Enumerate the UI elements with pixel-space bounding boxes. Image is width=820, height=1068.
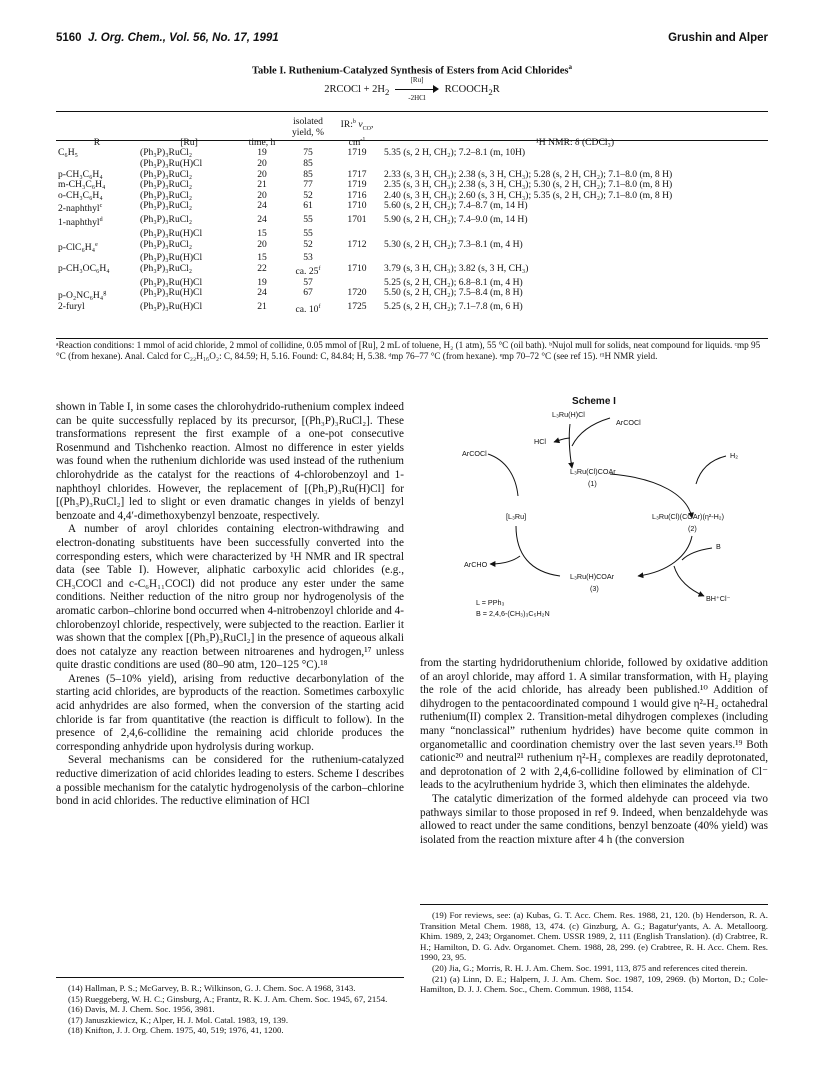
cell-nmr: [382, 148, 768, 159]
cell-ru: [138, 201, 240, 215]
cell-nmr-text: 5.30 (s, 2 H, CH₂); 7.3–8.1 (m, 4 H): [384, 238, 523, 250]
cell-ru: [138, 264, 240, 278]
cell-nmr-text: 2.40 (s, 3 H, CH₃); 2.60 (s, 3 H, CH₃); 5.35 (s, 2 H, CH₂); 7.1–8.0 (m, 8 H): [384, 189, 673, 201]
left-references: [56, 977, 404, 1036]
table-row: [56, 215, 768, 229]
cell-yield-text: 53: [303, 252, 313, 264]
cell-r-text: o-CH₃C₆H₄: [58, 189, 103, 201]
cell-yield-text: ca. 25: [295, 266, 319, 278]
cell-ir: [332, 302, 382, 316]
cell-time-text: 20: [257, 158, 267, 170]
col-header-yield: isolated yield, %: [292, 116, 324, 138]
cell-ru: [138, 240, 240, 254]
arrow-top-to-1: [569, 424, 572, 468]
scheme-figure: [420, 396, 768, 646]
cell-yield-text: 85: [303, 158, 313, 170]
cell-r: [56, 229, 138, 240]
arrow-hcl-out: [554, 438, 570, 442]
table-title-footnote: a: [568, 63, 572, 71]
table-row: [56, 240, 768, 254]
cell-time-text: 20: [257, 168, 267, 180]
cell-ir-text: 1710: [347, 262, 367, 274]
cell-ru-text: (Ph₃P)₃Ru(H)Cl: [140, 301, 203, 313]
cell-yield: [284, 288, 332, 302]
cell-r-footnote: d: [99, 217, 103, 224]
cell-r-text: p-O₂NC₆H₄: [58, 290, 104, 302]
cell-yield: [284, 215, 332, 229]
arrow-bhcl-out: [674, 566, 704, 596]
cell-ir-text: 1701: [347, 214, 367, 226]
reference: (14) Hallman, P. S.; McGarvey, B. R.; Wilkinson, G. J. Chem. Soc. A 1968, 3143.: [68, 983, 356, 993]
reaction-arrow: [395, 75, 439, 102]
cell-ru-text: (Ph₃P)₃RuCl₂: [140, 214, 193, 226]
table-row: [56, 302, 768, 316]
cell-nmr-text: 2.33 (s, 3 H, CH₃); 2.38 (s, 3 H, CH₃); 5.28 (s, 2 H, CH₂); 7.1–8.0 (m, 8 H): [384, 168, 673, 180]
table-rule-bottom: [56, 338, 768, 339]
cell-yield-text: 57: [303, 276, 313, 288]
cell-ir-text: 1720: [347, 287, 367, 299]
scheme-legend-l: L = PPh₃: [476, 598, 505, 607]
scheme-compound-3: L₃Ru(H)COAr: [570, 572, 615, 581]
arrow-archo-out: [490, 556, 520, 564]
cell-r: [56, 240, 138, 254]
cell-ru-text: (Ph₃P)₃RuCl₂: [140, 189, 193, 201]
cell-time-text: 15: [257, 252, 267, 264]
cell-nmr-text: 5.25 (s, 2 H, CH₂); 7.1–7.8 (m, 6 H): [384, 301, 523, 313]
cell-ir: [332, 215, 382, 229]
cell-r: [56, 264, 138, 278]
cell-yield-text: 61: [303, 200, 313, 212]
cell-ir: [332, 288, 382, 302]
cell-time-text: 24: [257, 287, 267, 299]
paragraph: from the starting hydridoruthenium chloride, followed by oxidative addition of an aroyl chloride, may afford 1. A similar transformation, with H₂ playing the role of the acid chloride, has already been published.¹⁰ Addition of dihydrogen to the pentacoordinated compound 1 would give η²-H₂ octahedral ruthenium(II) complex 2. Transition-metal dihydrogen complexes (including many “nonclassical” ruthenium hydrides) have become quite common in organometallic and coordination chemistry over the last seven years.¹⁹ Both cationic²⁰ and neutral²¹ ruthenium η²-H₂ complexes are readily deprotonated, and deprotonation of 2 with 2,4,6-collidine followed by elimination of Cl⁻ leads to the acylruthenium hydride 3, which then eliminates the aldehyde.: [420, 657, 768, 792]
cell-ir-text: 1710: [347, 200, 367, 212]
reaction-reactants: 2RCOCl + 2H: [324, 84, 385, 95]
cell-yield-text: 55: [303, 228, 313, 239]
cell-r-text: 1-naphthyl: [58, 217, 100, 229]
cell-r-footnote: c: [99, 203, 103, 210]
reference: (20) Jia, G.; Morris, R. H. J. Am. Chem. Soc. 1991, 113, 875 and references cited therein.: [432, 962, 748, 973]
table-title: [56, 63, 768, 77]
cell-yield: [284, 253, 332, 264]
cell-yield: [284, 201, 332, 215]
cell-ru-text: (Ph₃P)₃RuCl₂: [140, 147, 193, 159]
scheme-archo: ArCHO: [464, 560, 488, 569]
header-authors: Grushin and Alper: [668, 32, 768, 44]
cell-r-text: p-CH₃OC₆H₄: [58, 262, 110, 274]
cell-ru-text: (Ph₃P)₃Ru(H)Cl: [140, 228, 203, 239]
reference: (21) (a) Linn, D. E.; Halpern, J. J. Am. Chem. Soc. 1987, 109, 2969. (b) Morton, D.; Cole-Hamilton, D. J. J. Chem. Soc., Chem. Commun. 1988, 1154.: [420, 973, 768, 995]
cell-ru-text: (Ph₃P)₃RuCl₂: [140, 262, 193, 274]
page-number: 5160: [56, 32, 82, 44]
cell-yield-text: 75: [303, 147, 313, 159]
scheme-base: B: [716, 542, 721, 551]
cell-ir-text: 1719: [347, 147, 367, 159]
scheme-num-1: (1): [588, 479, 597, 488]
cell-ir: [332, 148, 382, 159]
cell-time-text: 20: [257, 189, 267, 201]
col-header-nmr: ¹H NMR: δ (CDCl₃): [535, 136, 615, 148]
cell-ir: [332, 201, 382, 215]
cell-time-text: 21: [257, 179, 267, 191]
scheme-arcocl-left: ArCOCl: [462, 449, 487, 458]
paragraph: Several mechanisms can be considered for the ruthenium-catalyzed reductive dimerization of acid chlorides leading to esters. Scheme I describes a possible mechanism for the catalytic hydrogenolysis of the carbon–chlorine bond in acid chlorides. The reductive elimination of HCl: [56, 754, 404, 808]
cell-yield-text: 77: [303, 179, 313, 191]
cell-r: [56, 191, 138, 202]
cell-yield-text: 55: [303, 214, 313, 226]
scheme-legend-b: B = 2,4,6-(CH₃)₃C₅H₂N: [476, 609, 550, 618]
cell-time-text: 19: [257, 276, 267, 288]
scheme-l3ru: [L₃Ru]: [506, 512, 527, 521]
journal-citation: J. Org. Chem., Vol. 56, No. 17, 1991: [87, 32, 279, 44]
cell-ru-text: (Ph₃P)₃RuCl₂: [140, 200, 193, 212]
cell-r-text: p-ClC₆H₄: [58, 241, 96, 253]
cell-ru-text: (Ph₃P)₃Ru(H)Cl: [140, 287, 203, 299]
arrow-arcocl-in: [572, 418, 610, 446]
cell-yield-text: 52: [303, 189, 313, 201]
cell-time-text: 20: [257, 238, 267, 250]
arrow-catalyst: [Ru]: [410, 75, 424, 84]
reaction-equation: [56, 75, 768, 102]
cell-ru-text: (Ph₃P)₃RuCl₂: [140, 179, 193, 191]
scheme-title: Scheme I: [572, 396, 616, 407]
cell-nmr: [382, 240, 768, 254]
arrow-left-arc-top: [488, 454, 518, 496]
cell-nmr-text: 5.50 (s, 2 H, CH₂); 7.5–8.4 (m, 8 H): [384, 287, 523, 299]
cell-r: [56, 288, 138, 302]
cell-nmr-text: 5.35 (s, 2 H, CH₂); 7.2–8.1 (m, 10H): [384, 147, 526, 159]
cell-r-text: 2-naphthyl: [58, 203, 100, 215]
cell-ru: [138, 302, 240, 316]
cell-ir: [332, 240, 382, 254]
col-header-ru: [Ru]: [180, 136, 198, 148]
scheme-bhcl: BH⁺Cl⁻: [706, 594, 731, 603]
cell-ru-text: (Ph₃P)₃Ru(H)Cl: [140, 252, 203, 264]
cell-nmr: [382, 264, 768, 278]
cell-r-footnote: g: [103, 290, 107, 297]
cell-time: [240, 240, 284, 254]
paragraph: A number of aroyl chlorides containing electron-withdrawing and electron-donating substituents have been successfully converted into the corresponding esters, which were characterized by ¹H NMR and IR spectral data (see Table I). However, aliphatic carboxylic acid chlorides (e.g., CH₃COCl and c-C₆H₁₁COCl) did not produce any ester under the same conditions. Neither reduction of the nitro group nor hydrogenolysis of the aromatic carbon–chlorine bond occurred when 4-nitrobenzoyl chloride and 4-chlorobenzoyl chloride, respectively, were subjected to the reaction. Earlier it was shown that the complex [(Ph₃P)₃RuCl₂] in the presence of aqueous alkali does not catalyze any reaction between nitroarenes and hydrogen,¹⁷ unless quite drastic conditions are used (80–90 atm, 120–125 °C).¹⁸: [56, 523, 404, 672]
table-title-text: Table I. Ruthenium-Catalyzed Synthesis of Esters from Acid Chlorides: [252, 65, 569, 77]
cell-nmr-text: 5.60 (s, 2 H, CH₂); 7.4–8.7 (m, 14 H): [384, 200, 528, 212]
cell-ru: [138, 288, 240, 302]
arrow-h2-in: [696, 456, 726, 484]
cell-r: [56, 148, 138, 159]
reference: (18) Knifton, J. J. Org. Chem. 1975, 40, 519; 1976, 41, 1200.: [68, 1025, 284, 1036]
cell-ru-text: (Ph₃P)₃Ru(H)Cl: [140, 276, 203, 288]
cell-nmr-text: 3.79 (s, 3 H, CH₃); 3.82 (s, 3 H, CH₃): [384, 262, 529, 274]
table-header-row: [56, 117, 768, 148]
cell-time: [240, 302, 284, 316]
cell-nmr: [382, 302, 768, 316]
col-header-r: R: [93, 136, 101, 148]
paragraph: The catalytic dimerization of the formed aldehyde can proceed via two pathways similar to those proposed in ref 9. Indeed, when benzaldehyde was allowed to react under the same conditions, benzyl benzoate (40% yield) was isolated from the reaction mixture after 4 h (the conversion: [420, 792, 768, 846]
cell-nmr-text: 5.90 (s, 2 H, CH₂); 7.4–9.0 (m, 14 H): [384, 214, 528, 226]
cell-yield-text: ca. 10: [295, 304, 319, 316]
cell-nmr: [382, 201, 768, 215]
cell-ir-text: 1717: [347, 168, 367, 180]
cell-r: [56, 278, 138, 289]
reaction-product: RCOOCH: [444, 84, 489, 95]
cell-time-text: 24: [257, 200, 267, 212]
table-row: [56, 264, 768, 278]
cell-yield-text: 85: [303, 168, 313, 180]
reaction-reactants-sub: 2: [384, 87, 390, 98]
cell-yield: [284, 240, 332, 254]
scheme-h2: H₂: [730, 451, 738, 460]
cell-time: [240, 201, 284, 215]
cell-ru-text: (Ph₃P)₃RuCl₂: [140, 238, 193, 250]
arrow-byproduct: -2HCl: [408, 93, 426, 102]
cell-r-text: C₆H₅: [58, 147, 79, 159]
cell-time-text: 19: [257, 147, 267, 159]
table-row: [56, 201, 768, 215]
table-body: [56, 148, 768, 315]
running-header: [56, 32, 768, 48]
cell-nmr: [382, 215, 768, 229]
table-row: [56, 288, 768, 302]
cell-time-text: 15: [257, 228, 267, 239]
cell-nmr-text: 2.35 (s, 3 H, CH₃); 2.38 (s, 3 H, CH₃); 5.30 (s, 2 H, CH₂); 7.1–8.0 (m, 8 H): [384, 179, 673, 191]
paragraph: Arenes (5–10% yield), arising from reductive decarbonylation of the starting acid chlorides, are byproducts of the reaction. Sometimes carboxylic acid anhydrides are also formed, when the conversion of the starting acid chloride is far from quantitative (the reaction is difficult to follow). In the presence of 2,4,6-collidine the remaining acid chloride produces the corresponding anhydride upon hydrolysis during workup.: [56, 672, 404, 753]
scheme-hcl: HCl: [534, 437, 546, 446]
cell-r-text: p-CH₃C₆H₄: [58, 168, 103, 180]
arrow-3-to-left: [516, 526, 560, 576]
scheme-arrows: [420, 396, 768, 646]
cell-yield-text: 52: [303, 238, 313, 250]
cell-yield: [284, 264, 332, 278]
cell-ir-text: 1716: [347, 189, 367, 201]
cell-r: [56, 215, 138, 229]
scheme-num-3: (3): [590, 584, 599, 593]
arrow-2-to-3: [638, 536, 692, 576]
reference: (15) Rueggeberg, W. H. C.; Ginsburg, A.; Frantz, R. K. J. Am. Chem. Soc. 1945, 67, 2154.: [68, 993, 388, 1004]
right-references: [420, 904, 768, 995]
cell-ru-text: (Ph₃P)₃RuCl₂: [140, 168, 193, 180]
table-footnotes: ᵃReaction conditions: 1 mmol of acid chloride, 2 mmol of collidine, 0.05 mmol of [Ru], 2 mL of toluene, H₂ (1 atm), 55 °C (oil bath). ᵇNujol mull for solids, neat compound for liquids. ᶜmp 95 °C (from hexane). Anal. Calcd for C₂₂H₁₆O₂: C, 84.59; H, 5.16. Found: C, 84.84; H, 5.38. ᵈmp 76–77 °C (from hexane). ᵉmp 70–72 °C (see ref 15). ᶠ¹H NMR yield.: [56, 340, 761, 361]
cell-ir-text: 1712: [347, 238, 367, 250]
cell-time: [240, 264, 284, 278]
reference: (19) For reviews, see: (a) Kubas, G. T. Acc. Chem. Res. 1988, 21, 120. (b) Henderson, R. A. Transition Metal Chem. 1988, 13, 474. (c) Ginzburg, A. G.; Bagatur'yants, A. A. Metalloorg. Khim. 1989, 2, 243; Organomet. Chem. USSR 1989, 2, 111 (English Translation). (d) Crabtree, R. H.; Hamilton, D. G. Adv. Organomet. Chem. 1988, 28, 299. (e) Crabtree, R. H. Acc. Chem. Res. 1990, 23, 95.: [420, 910, 768, 963]
right-column: [420, 657, 768, 847]
cell-yield-footnote: f: [318, 304, 321, 311]
reference: (17) Januszkiewicz, K.; Alper, H. J. Mol. Catal. 1983, 19, 139.: [68, 1014, 289, 1025]
cell-ir-text: 1719: [347, 179, 367, 191]
cell-yield-footnote: f: [318, 265, 321, 272]
reference: (16) Davis, M. J. Chem. Soc. 1956, 3981.: [68, 1004, 215, 1015]
scheme-arcocl-top: ArCOCl: [616, 418, 641, 427]
cell-r-footnote: e: [95, 241, 98, 248]
cell-time: [240, 215, 284, 229]
cell-yield-text: 67: [303, 287, 313, 299]
cell-ir: [332, 264, 382, 278]
col-header-ir: IR:$^b$ $\nu_{CO}$, $cm^{-1}$: [340, 119, 374, 148]
table-rule-top: [56, 111, 768, 112]
cell-ru-text: (Ph₃P)₃Ru(H)Cl: [140, 158, 203, 170]
cell-ir-text: 1725: [347, 301, 367, 313]
scheme-top-complex: L₃Ru(H)Cl: [552, 410, 585, 419]
cell-r-text: 2-furyl: [58, 301, 85, 313]
data-table: [56, 117, 768, 316]
reaction-product-sub: 2: [488, 87, 493, 98]
scheme-num-2: (2): [688, 524, 697, 533]
cell-ru: [138, 215, 240, 229]
col-header-time: time, h: [248, 136, 276, 148]
cell-yield: [284, 302, 332, 316]
cell-time-text: 24: [257, 214, 267, 226]
cell-time-text: 21: [257, 301, 267, 313]
cell-time-text: 22: [257, 262, 267, 274]
left-column: [56, 401, 404, 809]
header-left: [56, 32, 279, 44]
scheme-compound-2: L₃Ru(Cl)(COAr)(η²-H₂): [652, 512, 724, 521]
reaction-product-end: R: [492, 84, 500, 95]
cell-nmr-text: 5.25 (s, 2 H, CH₂); 6.8–8.1 (m, 4 H): [384, 276, 523, 288]
cell-time: [240, 288, 284, 302]
cell-nmr: [382, 288, 768, 302]
cell-r: [56, 302, 138, 316]
scheme-compound-1: L₃Ru(Cl)COAr: [570, 467, 616, 476]
paragraph: shown in Table I, in some cases the chlorohydrido-ruthenium complex indeed can be quite successfully replaced by its precursor, [(Ph₃P)₃RuCl₂]. These transformations represent the first example of a one-pot consecutive Rosenmund and Tishchenko reaction. Almost no difference in ester yields was found when the ruthenium dichloride was used instead of the ruthenium chlorohydride as the catalyst for the reactions of 4-chlorobenzoyl and 1-naphthoyl chlorides. However, the replacement of [(Ph₃P)₃Ru(H)Cl] for [(Ph₃P)₃RuCl₂] led to slight or even dramatic changes in yields of benzyl benzoate and 4,4′-dimethoxybenzyl benzoate, respectively.: [56, 401, 404, 522]
cell-r-text: m-CH₃C₆H₄: [58, 179, 106, 191]
cell-r: [56, 201, 138, 215]
